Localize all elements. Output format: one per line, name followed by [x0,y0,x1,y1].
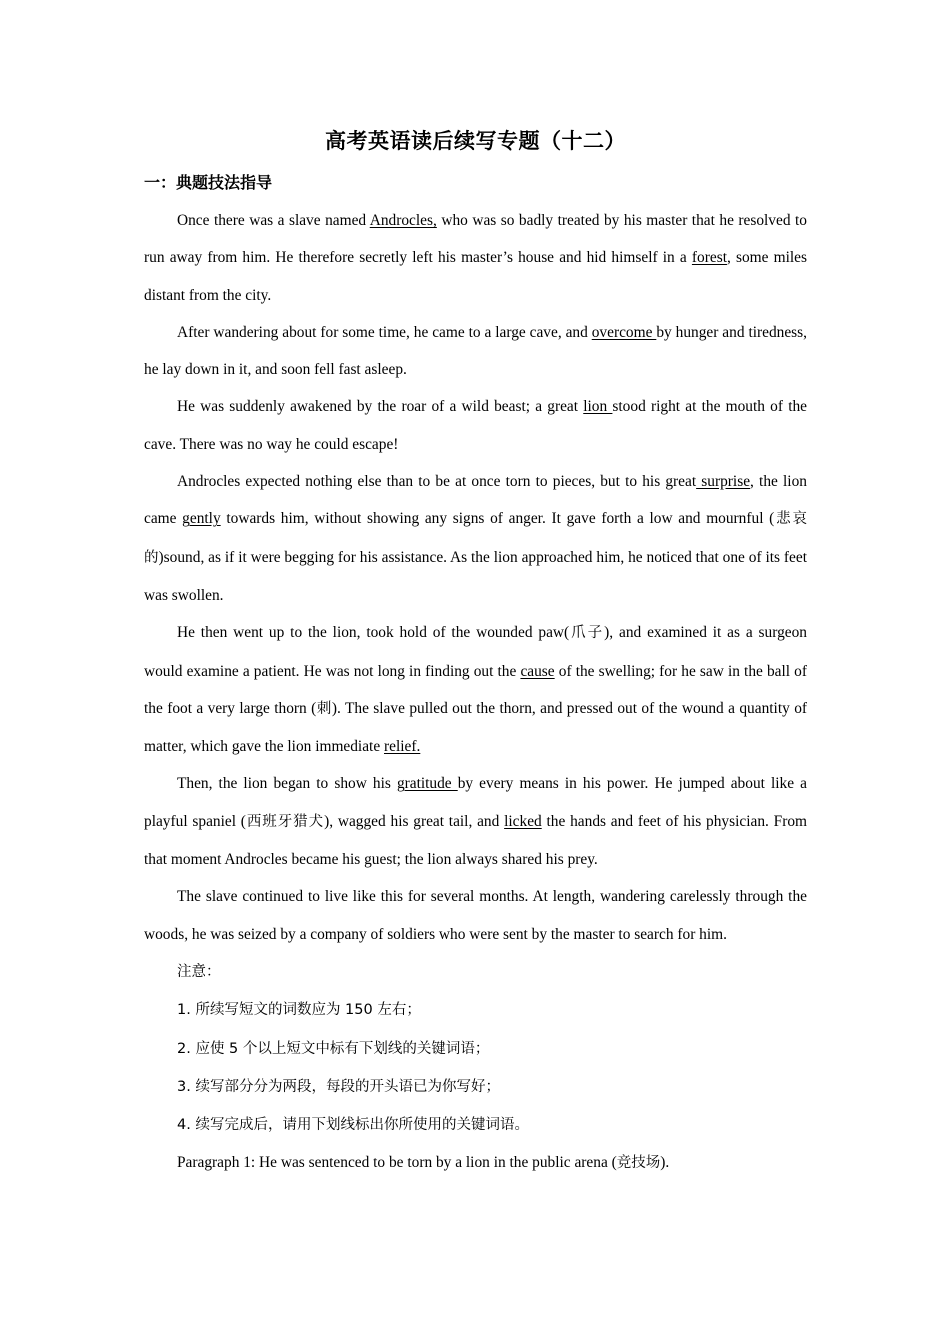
text: of the swelling; for he saw in the ball of the foot a very large thorn ( [144,662,807,717]
story-paragraph-7 [144,878,807,953]
keyword-licked: licked [504,812,542,830]
text: , the lion came [144,473,807,528]
text: 注意： [177,963,221,980]
text: 4. 续写完成后，请用下划线标出你所使用的关键词语。 [177,1117,529,1134]
page-title: 高考英语读后续写专题（十二） [325,129,626,153]
keyword-androcles: Androcles, [369,212,437,229]
text: Once there was a slave named [177,212,370,229]
note-item-3 [144,1068,807,1106]
text: ). [660,1154,670,1172]
note-item-2 [144,1030,807,1068]
text: Then, the lion began to show his [177,775,397,793]
keyword-lion: lion [583,398,613,416]
chinese-gloss: 竞技场 [616,1155,661,1172]
keyword-gratitude: gratitude [396,775,458,793]
text: 1. 所续写短文的词数应为 150 左右； [177,1002,421,1019]
chinese-gloss: 西班牙猎犬 [245,813,325,830]
text: He then went up to the lion, took hold of the wounded paw( [177,624,570,642]
note-item-4 [144,1106,807,1144]
note-item-1 [144,991,807,1029]
chinese-gloss: 刺 [316,700,332,717]
story-paragraph-6 [144,765,807,878]
text: , some miles distant from the city. [144,249,807,304]
chinese-gloss: 悲哀的 [144,511,807,566]
text: Paragraph 1: He was sentenced to be torn by a lion in the public arena ( [177,1154,617,1172]
keyword-overcome: overcome [591,323,657,341]
text: 3. 续写部分分为两段，每段的开头语已为你写好； [177,1078,500,1095]
text: who was so badly treated by his master that he resolved to run away from him. He therefore secretly left his master’s house and hid himself in a [144,212,807,267]
text: by hunger and tiredness, he lay down in it, and soon fell fast asleep. [144,323,808,379]
story-paragraph-4 [144,463,807,614]
text: by every means in his power. He jumped about like a playful spaniel ( [144,775,807,830]
text: towards him, without showing any signs of anger. It gave forth a low and mournful ( [220,510,775,528]
paragraph-1-prompt [144,1144,807,1182]
text: After wandering about for some time, he came to a large cave, and [177,323,592,341]
text: the hands and feet of his physician. From that moment Androcles became his guest; the lion always shared his prey. [144,812,808,869]
text: The slave continued to live like this for several months. At length, wandering carelessly through the woods, he was seized by a company of soldiers who were sent by the master to search for him. [144,888,807,943]
story-paragraph-2 [144,314,807,389]
chinese-gloss: 爪子 [569,625,605,642]
document-page [144,118,807,1183]
section-heading: 一：典题技法指导 [144,173,273,192]
text: 2. 应使 5 个以上短文中标有下划线的关键词语； [177,1040,490,1057]
text: )sound, as if it were begging for his assistance. As the lion approached him, he noticed that one of its feet was swollen. [144,548,807,604]
story-paragraph-1 [144,202,807,314]
keyword-surprise: surprise [696,473,751,491]
text: stood right at the mouth of the cave. There was no way he could escape! [144,398,807,453]
keyword-cause: cause [520,662,555,680]
keyword-relief: relief. [384,738,421,756]
story-paragraph-5 [144,614,807,765]
text: ). The slave pulled out the thorn, and pressed out of the wound a quantity of matter, which gave the lion immediate [144,699,808,756]
story-paragraph-3 [144,388,807,463]
notes-heading [144,953,807,991]
text: ), wagged his great tail, and [324,812,505,830]
keyword-gently: gently [182,510,221,528]
keyword-forest: forest [691,249,727,267]
text: He was suddenly awakened by the roar of a wild beast; a great [177,398,584,416]
text: ), and examined it as a surgeon would examine a patient. He was not long in finding out the [144,624,807,680]
text: Androcles expected nothing else than to be at once torn to pieces, but to his great [177,473,697,491]
